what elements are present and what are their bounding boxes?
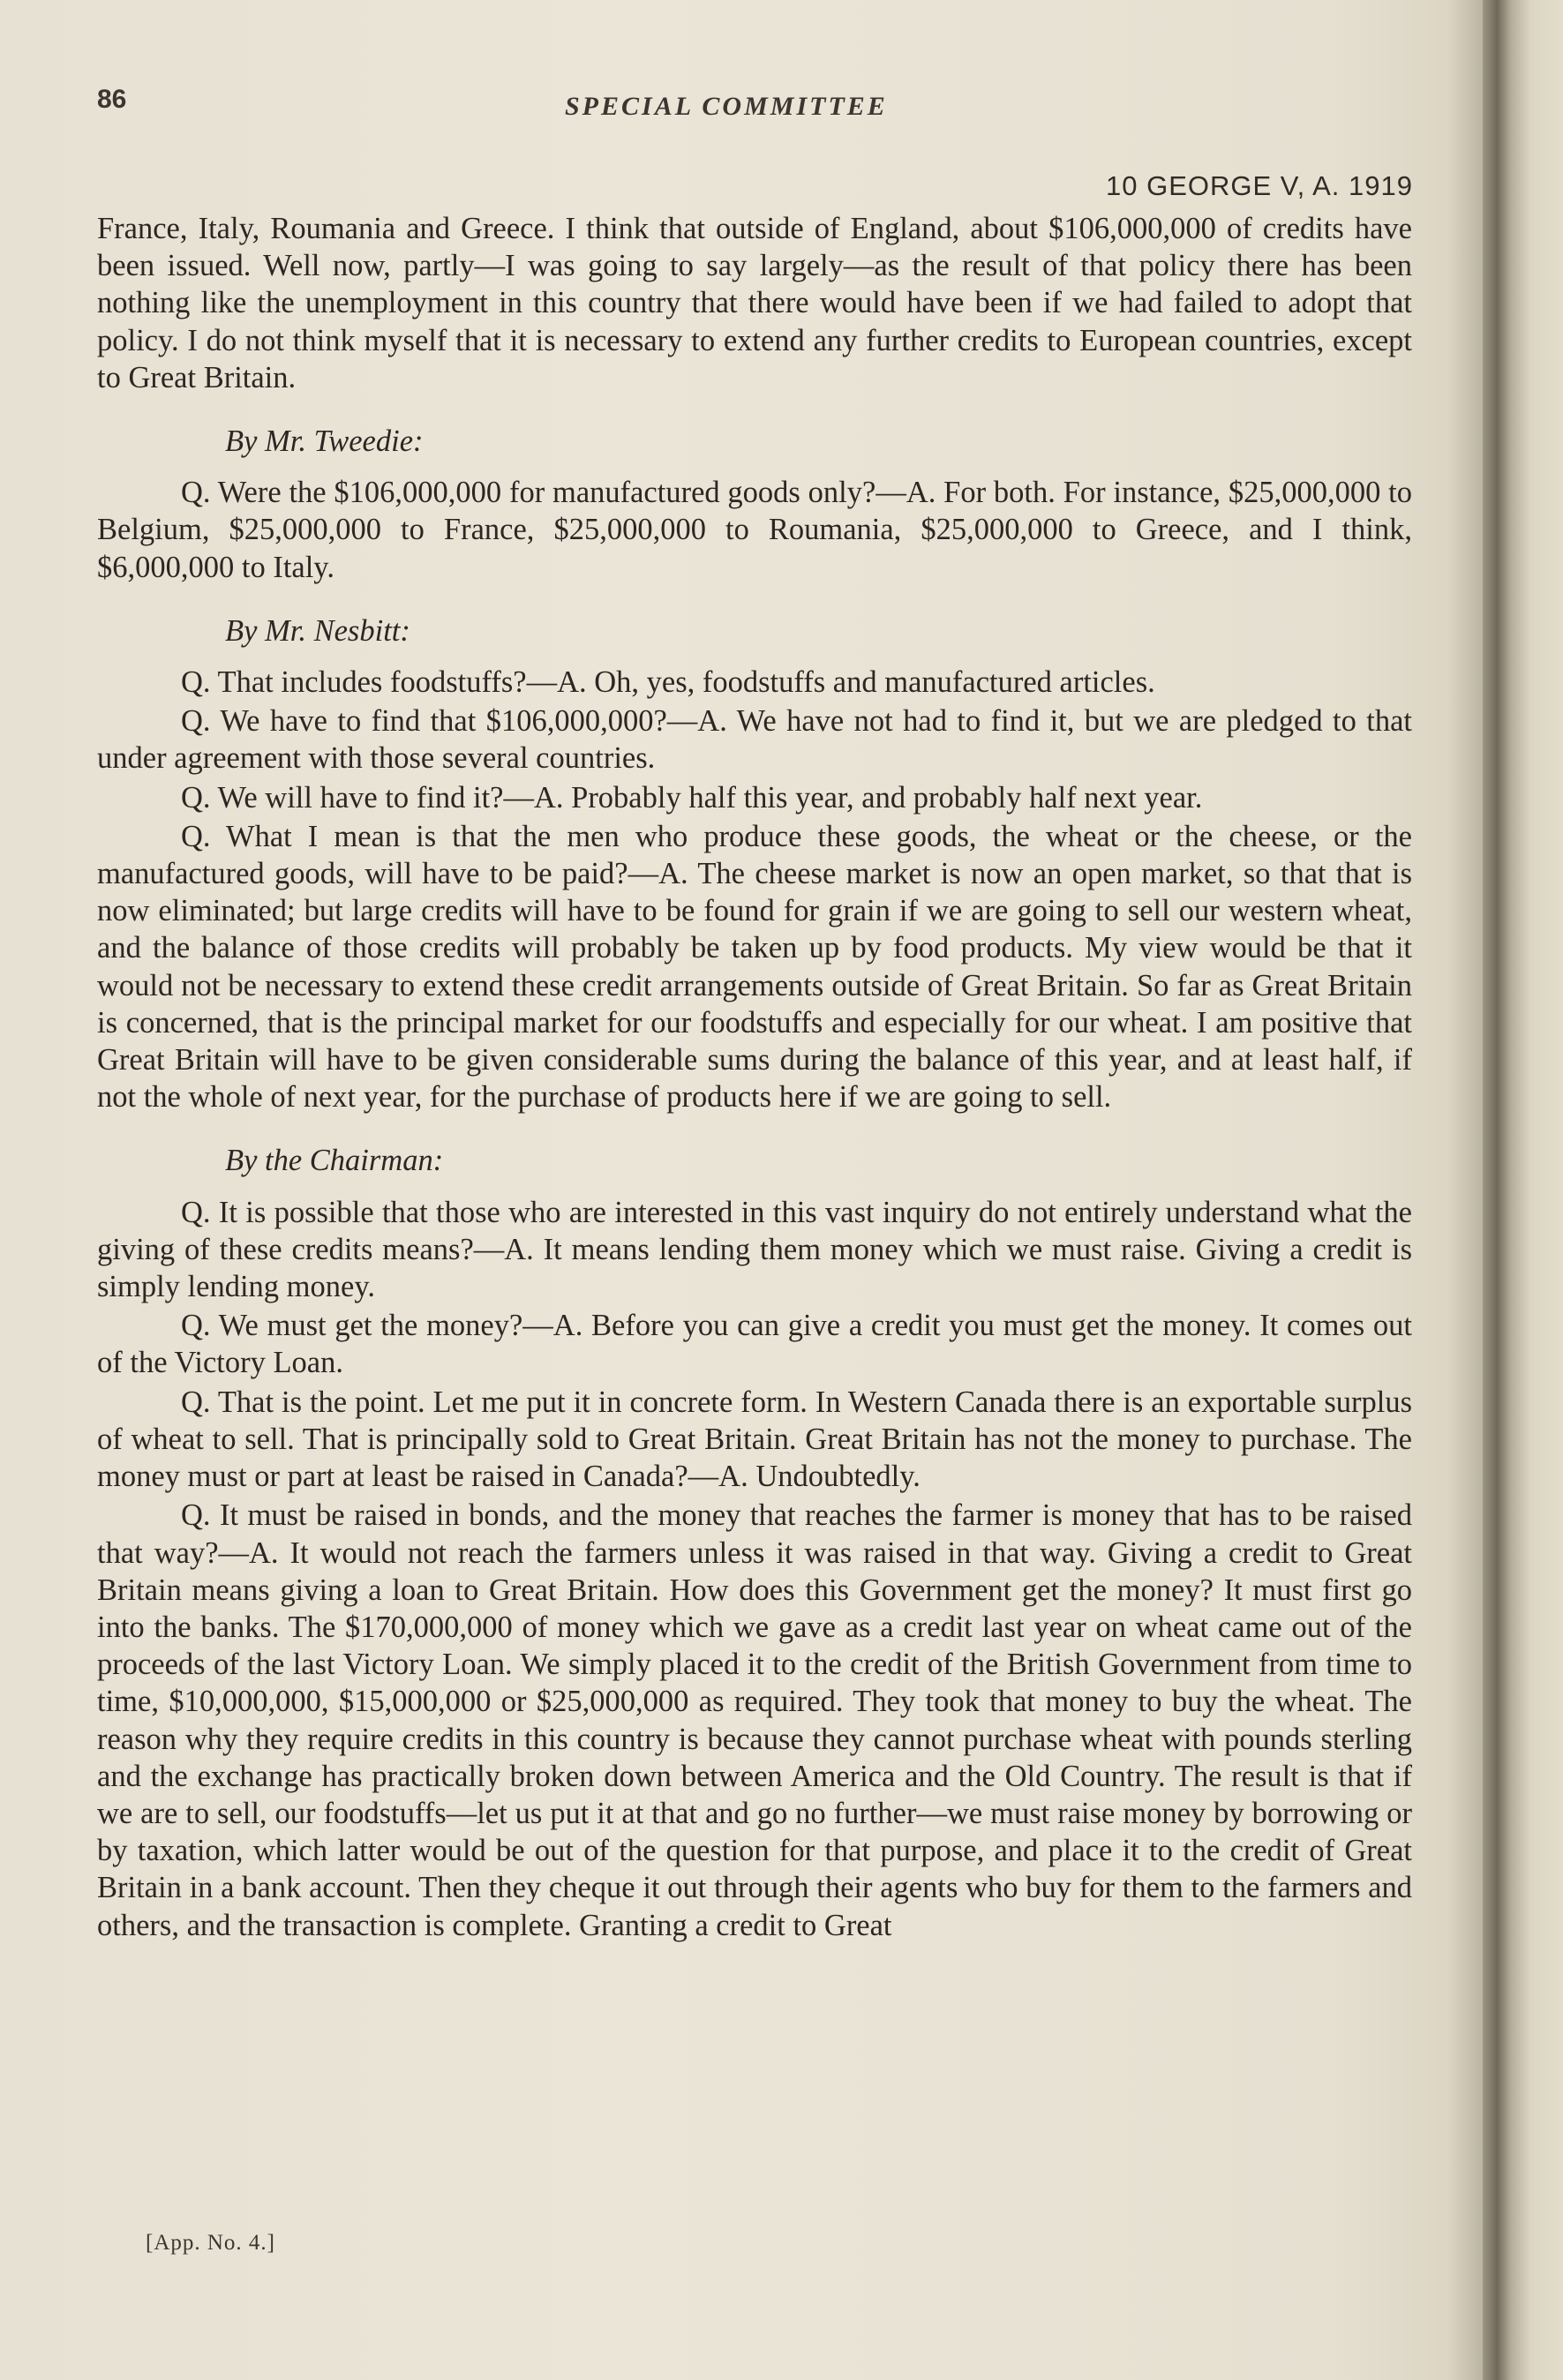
question-answer: Q. Were the $106,000,000 for manufactured goods only?—A. For both. For instance, $25,000,000 to Belgium, $25,000,000 to France, $25,000,000 to Roumania, $25,000,000 to Greece, and I think, $6,000,000 to Italy. <box>97 476 1412 584</box>
running-title: SPECIAL COMMITTEE <box>565 92 888 121</box>
question-answer: Q. We will have to find it?—A. Probably half this year, and probably half next year. <box>181 780 1203 815</box>
speaker-heading: By Mr. Nesbitt: <box>225 613 410 648</box>
question-answer: Q. We must get the money?—A. Before you can give a credit you must get the money. It comes out of the Victory Loan. <box>97 1309 1412 1380</box>
question-answer: Q. That includes foodstuffs?—A. Oh, yes, foodstuffs and manufactured articles. <box>181 665 1155 700</box>
session-reference: 10 GEORGE V, A. 1919 <box>1106 170 1413 201</box>
book-gutter <box>1483 0 1563 2380</box>
question-answer: Q. It must be raised in bonds, and the money that reaches the farmer is money that has to be raised that way?—A. It would not reach the farmers unless it was raised in that way. Giving a credit to Great Britain means giving a loan to Great Britain. How does this Government get the money? It must first go into the banks. The $170,000,000 of money which we gave as a credit last year on wheat came out of the proceeds of the last Victory Loan. We simply placed it to the credit of the British Government from time to time, $10,000,000, $15,000,000 or $25,000,000 as required. They took that money to buy the wheat. The reason why they require credits in this country is because they cannot purchase wheat with pounds sterling and the exchange has practically broken down between America and the Old Country. The result is that if we are to sell, our foodstuffs—let us put it at that and go no further—we must raise money by borrowing or by taxation, which latter would be out of the question for that purpose, and place it to the credit of Great Britain in a bank account. Then they cheque it out through their agents who buy for them to the farmers and others, and the transaction is complete. Granting a credit to Great <box>97 1498 1412 1942</box>
question-answer: Q. It is possible that those who are interested in this vast inquiry do not entirely understand what the giving of these credits means?—A. It means lending them money which we must raise. Giving a credit is simply lending money. <box>97 1195 1412 1304</box>
question-answer: Q. What I mean is that the men who produce these goods, the wheat or the cheese, or the manufactured goods, will have to be paid?—A. The cheese market is now an open market, so that that is now eliminated; but large credits will have to be found for grain if we are going to sell our western wheat, and the balance of those credits will probably be taken up by food products. My view would be that it would not be necessary to extend these credit arrangements outside of Great Britain. So far as Great Britain is concerned, that is the principal market for our foodstuffs and especially for our wheat. I am positive that Great Britain will have to be given considerable sums during the balance of this year, and at least half, if not the whole of next year, for the purchase of products here if we are going to sell. <box>97 819 1412 1115</box>
speaker-heading: By Mr. Tweedie: <box>225 424 424 459</box>
question-answer: Q. We have to find that $106,000,000?—A. We have not had to find it, but we are pledged to that under agreement with those several countries. <box>97 704 1412 776</box>
page-number: 86 <box>97 85 127 114</box>
binding-shadow <box>1447 0 1483 2380</box>
paragraph: France, Italy, Roumania and Greece. I think that outside of England, about $106,000,000 of credits have been issued. Well now, partly—I was going to say largely—as the result of that policy there has been nothing like the unemployment in this country that there would have been if we had failed to adopt that policy. I do not think myself that it is necessary to extend any further credits to European countries, except to Great Britain. <box>97 212 1412 394</box>
appendix-reference: [App. No. 4.] <box>146 2231 276 2255</box>
question-answer: Q. That is the point. Let me put it in concrete form. In Western Canada there is an exportable surplus of wheat to sell. That is principally sold to Great Britain. Great Britain has not the money to purchase. The money must or part at least be raised in Canada?—A. Undoubtedly. <box>97 1385 1412 1494</box>
body-text <box>97 210 1412 1944</box>
speaker-heading: By the Chairman: <box>225 1144 444 1178</box>
